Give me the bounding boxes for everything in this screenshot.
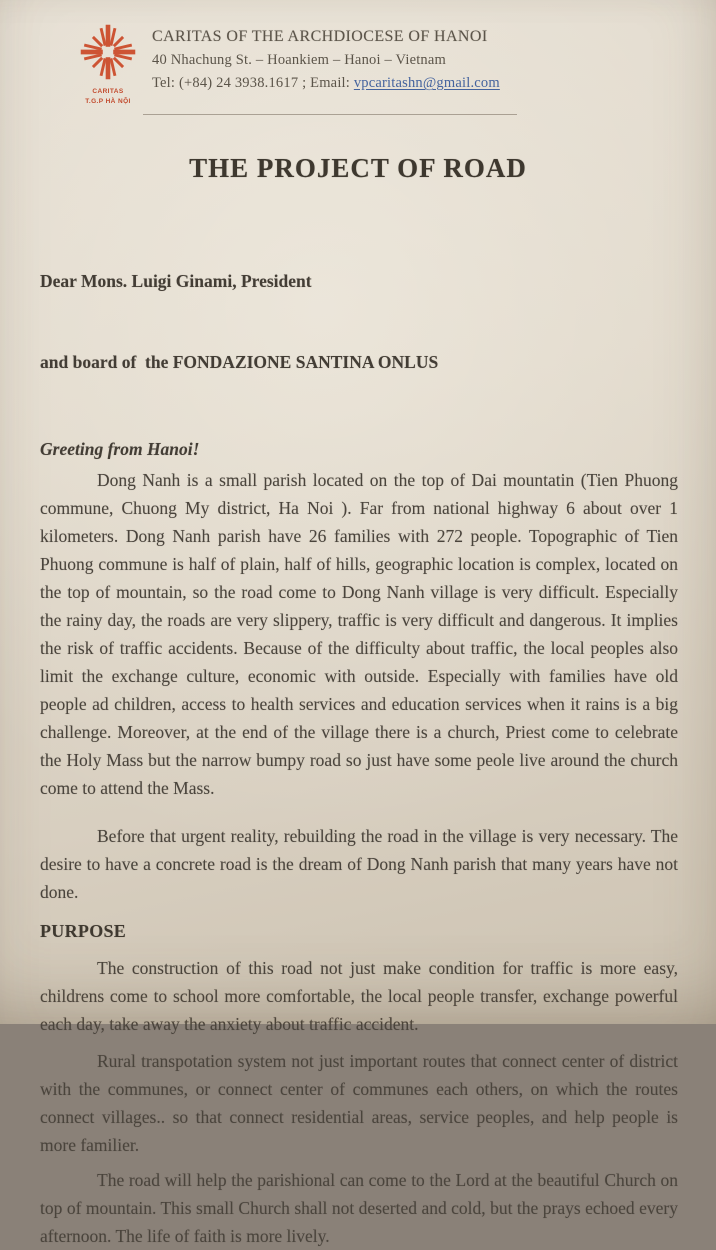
caritas-flaming-cross-icon [79,68,137,85]
document-title: THE PROJECT OF ROAD [189,152,527,183]
org-contact [152,75,500,92]
purpose-heading: PURPOSE [40,920,127,941]
letter-body [0,214,716,1250]
caritas-logo [77,23,139,107]
paragraph-intro-2: Before that urgent reality, rebuilding the road in the village is very necessary. The desire to have a concrete road is the dream of Dong Nanh parish that many years have not done. [40,825,678,902]
logo-caption [77,87,139,107]
salutation-line2: and board of the FONDAZIONE SANTINA ONLUS [40,351,439,372]
paragraph-purpose-1: The construction of this road not just make condition for traffic is more easy, childrens come to school more comfortable, the local people transfer, exchange powerful each day, take away the anxiety about traffic accident. [40,957,678,1034]
salutation [40,214,678,430]
org-name: CARITAS OF THE ARCHDIOCESE OF HANOI [152,28,488,45]
email-link[interactable]: vpcaritashn@gmail.com [353,75,500,91]
letterhead-divider [143,114,517,115]
paragraph-purpose-3: The road will help the parishional can come to the Lord at the beautiful Church on top of mountain. This small Church shall not deserted and cold, but the prays echoed every afternoon. The life of faith is more lively. [40,1169,678,1246]
logo-caption-line2: T.G.P HÀ NỘI [85,97,131,105]
paragraph-intro-1: Dong Nanh is a small parish located on the top of Dai mountatin (Tien Phuong commune, Chuong My district, Ha Noi ). Far from national highway 6 about over 1 kilometers. Dong Nanh parish have 26 families with 272 people. Topographic of Tien Phuong commune is half of plain, half of hills, geographic location is complex, located on the top of mountain, so the road come to Dong Nanh village is very difficult. Especially the rainy day, the roads are very slippery, traffic is very difficult and dangerous. It implies the risk of traffic accidents. Because of the difficulty about traffic, the local peoples also limit the exchange culture, economic with outside. Especially with families have old people ad children, access to health services and education services when it rains is a big challenge. Moreover, at the end of the village there is a church, Priest come to celebrate the Holy Mass but the narrow bumpy road so just have some peole live around the church come to attend the Mass. [40,469,678,798]
letterhead [0,0,716,107]
salutation-line1: Dear Mons. Luigi Ginami, President [40,270,312,291]
contact-prefix: Tel: (+84) 24 3938.1617 ; Email: [152,75,354,91]
letterhead-text [152,23,500,92]
paragraph-purpose-2: Rural transpotation system not just important routes that connect center of district with the communes, or connect center of communes each others, on which the routes connect villages.. so that connect residential areas, service peoples, and help people is more familier. [40,1050,678,1155]
logo-caption-line1: CARITAS [92,88,124,95]
org-address: 40 Nhachung St. – Hoankiem – Hanoi – Vietnam [152,52,446,68]
greeting-line: Greeting from Hanoi! [40,438,200,459]
